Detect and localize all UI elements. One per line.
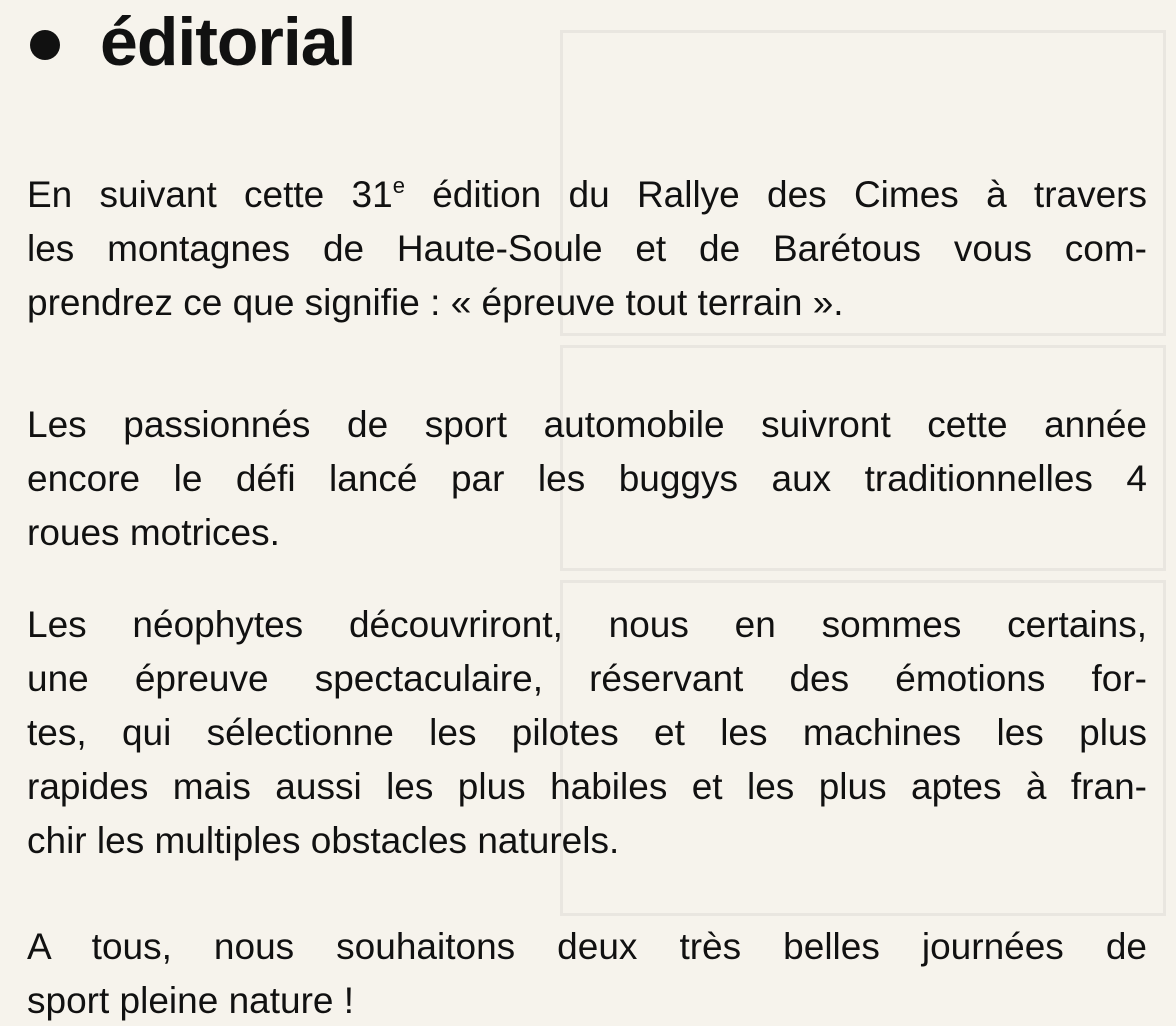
bullet-icon: [30, 30, 60, 60]
superscript: e: [392, 173, 405, 198]
text-line: roues motrices.: [27, 512, 280, 553]
paragraph-intro: [27, 168, 1147, 330]
text-line: chir les multiples obstacles naturels.: [27, 820, 620, 861]
paragraph-passionnes: [27, 398, 1147, 560]
text-line: Les néophytes découvriront, nous en sommes certains,: [27, 604, 1147, 645]
text-line: une épreuve spectaculaire, réservant des émotions for-: [27, 658, 1147, 699]
paragraph-closing: [27, 920, 1147, 1026]
text-line: tes, qui sélectionne les pilotes et les machines les plus: [27, 712, 1147, 753]
text-line: En suivant cette 31e édition du Rallye des Cimes à travers: [27, 173, 1147, 215]
text-line: encore le défi lancé par les buggys aux traditionnelles 4: [27, 458, 1147, 499]
text-line: les montagnes de Haute-Soule et de Barétous vous com-: [27, 228, 1147, 269]
page-title: [30, 4, 356, 80]
text-line: sport pleine nature !: [27, 980, 355, 1021]
text-line: rapides mais aussi les plus habiles et les plus aptes à fran-: [27, 766, 1147, 807]
text-line: prendrez ce que signifie : « épreuve tout terrain ».: [27, 282, 844, 323]
text-line: Les passionnés de sport automobile suivront cette année: [27, 404, 1147, 445]
page-title-text: éditorial: [100, 4, 356, 80]
paragraph-neophytes: [27, 598, 1147, 868]
text-line: A tous, nous souhaitons deux très belles journées de: [27, 926, 1147, 967]
